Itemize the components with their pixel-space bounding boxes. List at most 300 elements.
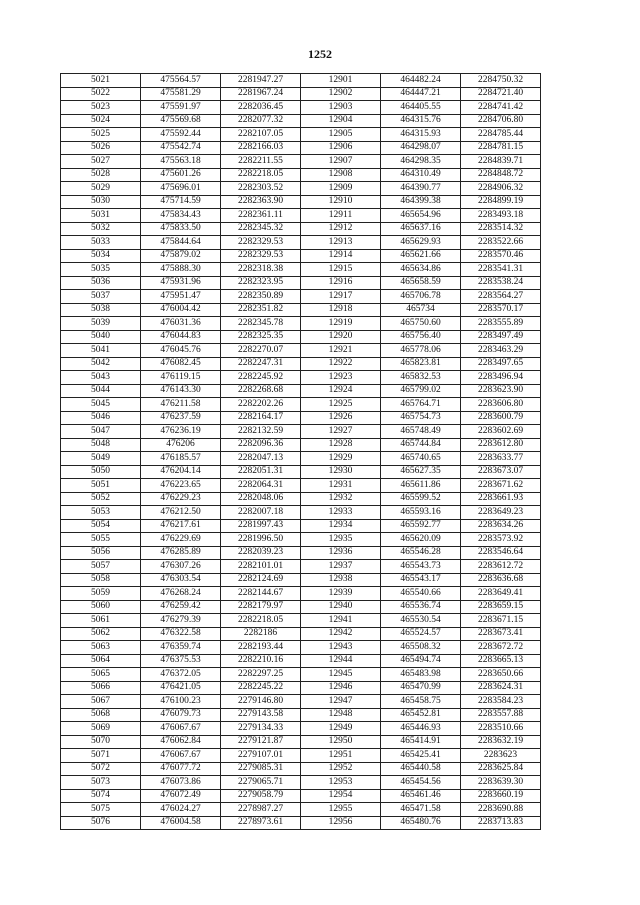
- x-coord-a-cell: 476322.58: [141, 627, 221, 641]
- table-row: [61, 87, 541, 101]
- x-coord-b-cell: 465611.86: [381, 479, 461, 493]
- table-row: [61, 290, 541, 304]
- x-coord-a-cell: 475931.96: [141, 276, 221, 290]
- point-id-b-cell: 12903: [301, 101, 381, 115]
- point-id-b-cell: 12940: [301, 600, 381, 614]
- x-coord-a-cell: 475542.74: [141, 141, 221, 155]
- y-coord-b-cell: 2283463.29: [461, 344, 541, 358]
- y-coord-a-cell: 2282096.36: [221, 438, 301, 452]
- x-coord-a-cell: 475834.43: [141, 209, 221, 223]
- point-id-b-cell: 12956: [301, 816, 381, 830]
- y-coord-b-cell: 2283660.19: [461, 789, 541, 803]
- y-coord-b-cell: 2283636.68: [461, 573, 541, 587]
- y-coord-a-cell: 2282164.17: [221, 411, 301, 425]
- y-coord-a-cell: 2279146.80: [221, 695, 301, 709]
- x-coord-b-cell: 465458.75: [381, 695, 461, 709]
- point-id-b-cell: 12954: [301, 789, 381, 803]
- point-id-a-cell: 5058: [61, 573, 141, 587]
- x-coord-b-cell: 465637.16: [381, 222, 461, 236]
- x-coord-b-cell: 465627.35: [381, 465, 461, 479]
- table-row: [61, 533, 541, 547]
- point-id-b-cell: 12943: [301, 641, 381, 655]
- point-id-a-cell: 5037: [61, 290, 141, 304]
- x-coord-b-cell: 465734: [381, 303, 461, 317]
- y-coord-b-cell: 2283606.80: [461, 398, 541, 412]
- point-id-b-cell: 12928: [301, 438, 381, 452]
- table-row: [61, 168, 541, 182]
- table-row: [61, 600, 541, 614]
- x-coord-b-cell: 465454.56: [381, 776, 461, 790]
- x-coord-b-cell: 465540.66: [381, 587, 461, 601]
- point-id-b-cell: 12912: [301, 222, 381, 236]
- x-coord-a-cell: 476004.42: [141, 303, 221, 317]
- y-coord-b-cell: 2284839.71: [461, 155, 541, 169]
- table-row: [61, 303, 541, 317]
- point-id-b-cell: 12936: [301, 546, 381, 560]
- x-coord-a-cell: 476185.57: [141, 452, 221, 466]
- y-coord-a-cell: 2279143.58: [221, 708, 301, 722]
- x-coord-b-cell: 465471.58: [381, 803, 461, 817]
- table-row: [61, 276, 541, 290]
- x-coord-a-cell: 476259.42: [141, 600, 221, 614]
- table-row: [61, 384, 541, 398]
- x-coord-b-cell: 465593.16: [381, 506, 461, 520]
- table-row: [61, 425, 541, 439]
- point-id-b-cell: 12934: [301, 519, 381, 533]
- x-coord-a-cell: 476044.83: [141, 330, 221, 344]
- point-id-b-cell: 12933: [301, 506, 381, 520]
- point-id-a-cell: 5074: [61, 789, 141, 803]
- x-coord-a-cell: 476372.05: [141, 668, 221, 682]
- y-coord-b-cell: 2284741.42: [461, 101, 541, 115]
- x-coord-a-cell: 476237.59: [141, 411, 221, 425]
- y-coord-a-cell: 2282325.35: [221, 330, 301, 344]
- x-coord-a-cell: 475714.59: [141, 195, 221, 209]
- point-id-b-cell: 12919: [301, 317, 381, 331]
- table-row: [61, 249, 541, 263]
- y-coord-a-cell: 2279121.87: [221, 735, 301, 749]
- table-row: [61, 155, 541, 169]
- y-coord-b-cell: 2284906.32: [461, 182, 541, 196]
- table-row: [61, 101, 541, 115]
- point-id-b-cell: 12907: [301, 155, 381, 169]
- point-id-a-cell: 5036: [61, 276, 141, 290]
- x-coord-b-cell: 465621.66: [381, 249, 461, 263]
- table-row: [61, 789, 541, 803]
- x-coord-b-cell: 465543.17: [381, 573, 461, 587]
- point-id-a-cell: 5059: [61, 587, 141, 601]
- point-id-a-cell: 5053: [61, 506, 141, 520]
- point-id-a-cell: 5039: [61, 317, 141, 331]
- y-coord-b-cell: 2283564.27: [461, 290, 541, 304]
- point-id-a-cell: 5054: [61, 519, 141, 533]
- y-coord-b-cell: 2283665.13: [461, 654, 541, 668]
- table-row: [61, 708, 541, 722]
- y-coord-a-cell: 2281947.27: [221, 74, 301, 88]
- point-id-b-cell: 12911: [301, 209, 381, 223]
- x-coord-a-cell: 476204.14: [141, 465, 221, 479]
- x-coord-b-cell: 465658.59: [381, 276, 461, 290]
- y-coord-a-cell: 2282268.68: [221, 384, 301, 398]
- point-id-a-cell: 5024: [61, 114, 141, 128]
- y-coord-b-cell: 2283612.72: [461, 560, 541, 574]
- point-id-b-cell: 12925: [301, 398, 381, 412]
- point-id-a-cell: 5031: [61, 209, 141, 223]
- x-coord-b-cell: 464315.76: [381, 114, 461, 128]
- point-id-a-cell: 5072: [61, 762, 141, 776]
- y-coord-a-cell: 2281967.24: [221, 87, 301, 101]
- point-id-b-cell: 12923: [301, 371, 381, 385]
- x-coord-a-cell: 476307.26: [141, 560, 221, 574]
- table-row: [61, 114, 541, 128]
- point-id-a-cell: 5025: [61, 128, 141, 142]
- y-coord-a-cell: 2282124.69: [221, 573, 301, 587]
- table-row: [61, 546, 541, 560]
- x-coord-b-cell: 465530.54: [381, 614, 461, 628]
- y-coord-a-cell: 2282193.44: [221, 641, 301, 655]
- y-coord-a-cell: 2282186: [221, 627, 301, 641]
- x-coord-a-cell: 476359.74: [141, 641, 221, 655]
- point-id-b-cell: 12901: [301, 74, 381, 88]
- y-coord-b-cell: 2283623.90: [461, 384, 541, 398]
- point-id-b-cell: 12945: [301, 668, 381, 682]
- point-id-b-cell: 12941: [301, 614, 381, 628]
- point-id-a-cell: 5027: [61, 155, 141, 169]
- point-id-b-cell: 12917: [301, 290, 381, 304]
- y-coord-b-cell: 2283546.64: [461, 546, 541, 560]
- point-id-b-cell: 12947: [301, 695, 381, 709]
- x-coord-b-cell: 465425.41: [381, 749, 461, 763]
- x-coord-b-cell: 465414.91: [381, 735, 461, 749]
- x-coord-a-cell: 476119.15: [141, 371, 221, 385]
- x-coord-b-cell: 465599.52: [381, 492, 461, 506]
- table-row: [61, 236, 541, 250]
- table-row: [61, 492, 541, 506]
- point-id-a-cell: 5062: [61, 627, 141, 641]
- point-id-a-cell: 5034: [61, 249, 141, 263]
- y-coord-b-cell: 2283649.41: [461, 587, 541, 601]
- point-id-a-cell: 5022: [61, 87, 141, 101]
- point-id-b-cell: 12950: [301, 735, 381, 749]
- point-id-a-cell: 5068: [61, 708, 141, 722]
- x-coord-b-cell: 465750.60: [381, 317, 461, 331]
- point-id-b-cell: 12908: [301, 168, 381, 182]
- x-coord-a-cell: 476223.65: [141, 479, 221, 493]
- point-id-b-cell: 12930: [301, 465, 381, 479]
- y-coord-a-cell: 2282179.97: [221, 600, 301, 614]
- y-coord-b-cell: 2283602.69: [461, 425, 541, 439]
- table-row: [61, 735, 541, 749]
- y-coord-b-cell: 2283584.23: [461, 695, 541, 709]
- x-coord-b-cell: 465440.58: [381, 762, 461, 776]
- y-coord-a-cell: 2282329.53: [221, 236, 301, 250]
- x-coord-b-cell: 465452.81: [381, 708, 461, 722]
- x-coord-b-cell: 464399.38: [381, 195, 461, 209]
- y-coord-b-cell: 2283496.94: [461, 371, 541, 385]
- x-coord-a-cell: 476303.54: [141, 573, 221, 587]
- y-coord-a-cell: 2282211.55: [221, 155, 301, 169]
- y-coord-a-cell: 2279058.79: [221, 789, 301, 803]
- table-row: [61, 749, 541, 763]
- x-coord-b-cell: 465524.57: [381, 627, 461, 641]
- point-id-b-cell: 12914: [301, 249, 381, 263]
- y-coord-b-cell: 2283497.49: [461, 330, 541, 344]
- point-id-b-cell: 12929: [301, 452, 381, 466]
- y-coord-b-cell: 2283493.18: [461, 209, 541, 223]
- y-coord-a-cell: 2282166.03: [221, 141, 301, 155]
- y-coord-a-cell: 2282270.07: [221, 344, 301, 358]
- y-coord-b-cell: 2283639.30: [461, 776, 541, 790]
- point-id-b-cell: 12909: [301, 182, 381, 196]
- x-coord-b-cell: 464390.77: [381, 182, 461, 196]
- point-id-b-cell: 12920: [301, 330, 381, 344]
- point-id-b-cell: 12955: [301, 803, 381, 817]
- point-id-a-cell: 5048: [61, 438, 141, 452]
- point-id-b-cell: 12948: [301, 708, 381, 722]
- y-coord-a-cell: 2279085.31: [221, 762, 301, 776]
- y-coord-a-cell: 2279065.71: [221, 776, 301, 790]
- point-id-b-cell: 12904: [301, 114, 381, 128]
- point-id-b-cell: 12915: [301, 263, 381, 277]
- x-coord-a-cell: 476073.86: [141, 776, 221, 790]
- point-id-a-cell: 5069: [61, 722, 141, 736]
- y-coord-a-cell: 2282323.95: [221, 276, 301, 290]
- y-coord-b-cell: 2283522.66: [461, 236, 541, 250]
- point-id-b-cell: 12937: [301, 560, 381, 574]
- y-coord-a-cell: 2282350.89: [221, 290, 301, 304]
- x-coord-b-cell: 465754.73: [381, 411, 461, 425]
- x-coord-a-cell: 475888.30: [141, 263, 221, 277]
- page-number: 1252: [308, 47, 332, 61]
- x-coord-b-cell: 465756.40: [381, 330, 461, 344]
- x-coord-a-cell: 476279.39: [141, 614, 221, 628]
- y-coord-a-cell: 2282048.06: [221, 492, 301, 506]
- x-coord-b-cell: 465778.06: [381, 344, 461, 358]
- table-row: [61, 668, 541, 682]
- y-coord-b-cell: 2283671.62: [461, 479, 541, 493]
- x-coord-b-cell: 464298.07: [381, 141, 461, 155]
- x-coord-b-cell: 465461.46: [381, 789, 461, 803]
- point-id-b-cell: 12926: [301, 411, 381, 425]
- table-row: [61, 209, 541, 223]
- x-coord-a-cell: 476236.19: [141, 425, 221, 439]
- x-coord-b-cell: 465799.02: [381, 384, 461, 398]
- y-coord-a-cell: 2282039.23: [221, 546, 301, 560]
- x-coord-a-cell: 476079.73: [141, 708, 221, 722]
- point-id-b-cell: 12905: [301, 128, 381, 142]
- point-id-a-cell: 5064: [61, 654, 141, 668]
- point-id-a-cell: 5073: [61, 776, 141, 790]
- point-id-a-cell: 5057: [61, 560, 141, 574]
- y-coord-a-cell: 2278987.27: [221, 803, 301, 817]
- point-id-a-cell: 5070: [61, 735, 141, 749]
- point-id-a-cell: 5071: [61, 749, 141, 763]
- y-coord-a-cell: 2282132.59: [221, 425, 301, 439]
- point-id-a-cell: 5050: [61, 465, 141, 479]
- point-id-a-cell: 5021: [61, 74, 141, 88]
- y-coord-b-cell: 2284750.32: [461, 74, 541, 88]
- y-coord-a-cell: 2282245.22: [221, 681, 301, 695]
- x-coord-a-cell: 476024.27: [141, 803, 221, 817]
- table-row: [61, 74, 541, 88]
- y-coord-b-cell: 2283497.65: [461, 357, 541, 371]
- point-id-b-cell: 12910: [301, 195, 381, 209]
- y-coord-b-cell: 2283573.92: [461, 533, 541, 547]
- x-coord-a-cell: 476062.84: [141, 735, 221, 749]
- y-coord-b-cell: 2283570.46: [461, 249, 541, 263]
- y-coord-b-cell: 2283632.19: [461, 735, 541, 749]
- y-coord-b-cell: 2283514.32: [461, 222, 541, 236]
- x-coord-a-cell: 475601.26: [141, 168, 221, 182]
- y-coord-a-cell: 2282297.25: [221, 668, 301, 682]
- x-coord-b-cell: 465629.93: [381, 236, 461, 250]
- table-row: [61, 357, 541, 371]
- x-coord-a-cell: 475592.44: [141, 128, 221, 142]
- x-coord-b-cell: 465823.81: [381, 357, 461, 371]
- table-row: [61, 195, 541, 209]
- table-row: [61, 614, 541, 628]
- point-id-a-cell: 5026: [61, 141, 141, 155]
- point-id-a-cell: 5046: [61, 411, 141, 425]
- y-coord-a-cell: 2282202.26: [221, 398, 301, 412]
- y-coord-a-cell: 2282218.05: [221, 168, 301, 182]
- point-id-b-cell: 12924: [301, 384, 381, 398]
- y-coord-b-cell: 2283673.41: [461, 627, 541, 641]
- x-coord-b-cell: 464315.93: [381, 128, 461, 142]
- y-coord-b-cell: 2283634.26: [461, 519, 541, 533]
- point-id-a-cell: 5051: [61, 479, 141, 493]
- x-coord-a-cell: 475951.47: [141, 290, 221, 304]
- y-coord-a-cell: 2281996.50: [221, 533, 301, 547]
- x-coord-b-cell: 464482.24: [381, 74, 461, 88]
- x-coord-b-cell: 465494.74: [381, 654, 461, 668]
- x-coord-a-cell: 476229.69: [141, 533, 221, 547]
- x-coord-a-cell: 476082.45: [141, 357, 221, 371]
- y-coord-a-cell: 2282036.45: [221, 101, 301, 115]
- table-row: [61, 411, 541, 425]
- y-coord-a-cell: 2282051.31: [221, 465, 301, 479]
- x-coord-a-cell: 475564.57: [141, 74, 221, 88]
- point-id-a-cell: 5028: [61, 168, 141, 182]
- point-id-a-cell: 5061: [61, 614, 141, 628]
- x-coord-a-cell: 476206: [141, 438, 221, 452]
- point-id-a-cell: 5023: [61, 101, 141, 115]
- point-id-a-cell: 5035: [61, 263, 141, 277]
- x-coord-a-cell: 476285.89: [141, 546, 221, 560]
- y-coord-b-cell: 2284899.19: [461, 195, 541, 209]
- y-coord-a-cell: 2282107.05: [221, 128, 301, 142]
- point-id-b-cell: 12902: [301, 87, 381, 101]
- y-coord-a-cell: 2282303.52: [221, 182, 301, 196]
- point-id-b-cell: 12949: [301, 722, 381, 736]
- x-coord-a-cell: 475581.29: [141, 87, 221, 101]
- table-row: [61, 722, 541, 736]
- table-row: [61, 465, 541, 479]
- x-coord-a-cell: 476375.53: [141, 654, 221, 668]
- x-coord-a-cell: 475844.64: [141, 236, 221, 250]
- table-row: [61, 519, 541, 533]
- table-row: [61, 452, 541, 466]
- point-id-a-cell: 5052: [61, 492, 141, 506]
- table-row: [61, 438, 541, 452]
- y-coord-a-cell: 2282101.01: [221, 560, 301, 574]
- y-coord-b-cell: 2283570.17: [461, 303, 541, 317]
- y-coord-b-cell: 2283659.15: [461, 600, 541, 614]
- table-row: [61, 141, 541, 155]
- x-coord-a-cell: 476045.76: [141, 344, 221, 358]
- table-row: [61, 330, 541, 344]
- x-coord-a-cell: 476229.23: [141, 492, 221, 506]
- x-coord-a-cell: 476077.72: [141, 762, 221, 776]
- x-coord-a-cell: 476067.67: [141, 749, 221, 763]
- table-row: [61, 641, 541, 655]
- point-id-a-cell: 5044: [61, 384, 141, 398]
- point-id-b-cell: 12952: [301, 762, 381, 776]
- point-id-b-cell: 12938: [301, 573, 381, 587]
- y-coord-a-cell: 2282077.32: [221, 114, 301, 128]
- y-coord-b-cell: 2283557.88: [461, 708, 541, 722]
- x-coord-b-cell: 465832.53: [381, 371, 461, 385]
- y-coord-a-cell: 2281997.43: [221, 519, 301, 533]
- x-coord-b-cell: 465654.96: [381, 209, 461, 223]
- y-coord-a-cell: 2282218.05: [221, 614, 301, 628]
- x-coord-a-cell: 476211.58: [141, 398, 221, 412]
- x-coord-b-cell: 465592.77: [381, 519, 461, 533]
- x-coord-a-cell: 476268.24: [141, 587, 221, 601]
- point-id-a-cell: 5067: [61, 695, 141, 709]
- table-row: [61, 587, 541, 601]
- table-row: [61, 398, 541, 412]
- y-coord-a-cell: 2278973.61: [221, 816, 301, 830]
- x-coord-b-cell: 465620.09: [381, 533, 461, 547]
- table-row: [61, 479, 541, 493]
- y-coord-b-cell: 2283623: [461, 749, 541, 763]
- table-row: [61, 695, 541, 709]
- y-coord-a-cell: 2282351.82: [221, 303, 301, 317]
- y-coord-b-cell: 2283538.24: [461, 276, 541, 290]
- y-coord-b-cell: 2283625.84: [461, 762, 541, 776]
- point-id-b-cell: 12916: [301, 276, 381, 290]
- point-id-a-cell: 5042: [61, 357, 141, 371]
- table-row: [61, 506, 541, 520]
- x-coord-b-cell: 464447.21: [381, 87, 461, 101]
- table-row: [61, 371, 541, 385]
- point-id-a-cell: 5056: [61, 546, 141, 560]
- x-coord-a-cell: 475879.02: [141, 249, 221, 263]
- x-coord-a-cell: 475591.97: [141, 101, 221, 115]
- point-id-b-cell: 12942: [301, 627, 381, 641]
- table-row: [61, 681, 541, 695]
- x-coord-a-cell: 475696.01: [141, 182, 221, 196]
- table-row: [61, 816, 541, 830]
- y-coord-a-cell: 2282247.31: [221, 357, 301, 371]
- table-row: [61, 263, 541, 277]
- x-coord-b-cell: 465470.99: [381, 681, 461, 695]
- point-id-b-cell: 12935: [301, 533, 381, 547]
- table-row: [61, 182, 541, 196]
- point-id-a-cell: 5065: [61, 668, 141, 682]
- y-coord-b-cell: 2284848.72: [461, 168, 541, 182]
- y-coord-a-cell: 2282361.11: [221, 209, 301, 223]
- coordinates-table-body: [61, 74, 541, 830]
- y-coord-b-cell: 2284721.40: [461, 87, 541, 101]
- point-id-b-cell: 12951: [301, 749, 381, 763]
- point-id-b-cell: 12918: [301, 303, 381, 317]
- point-id-b-cell: 12946: [301, 681, 381, 695]
- x-coord-a-cell: 476067.67: [141, 722, 221, 736]
- x-coord-b-cell: 465546.28: [381, 546, 461, 560]
- point-id-a-cell: 5045: [61, 398, 141, 412]
